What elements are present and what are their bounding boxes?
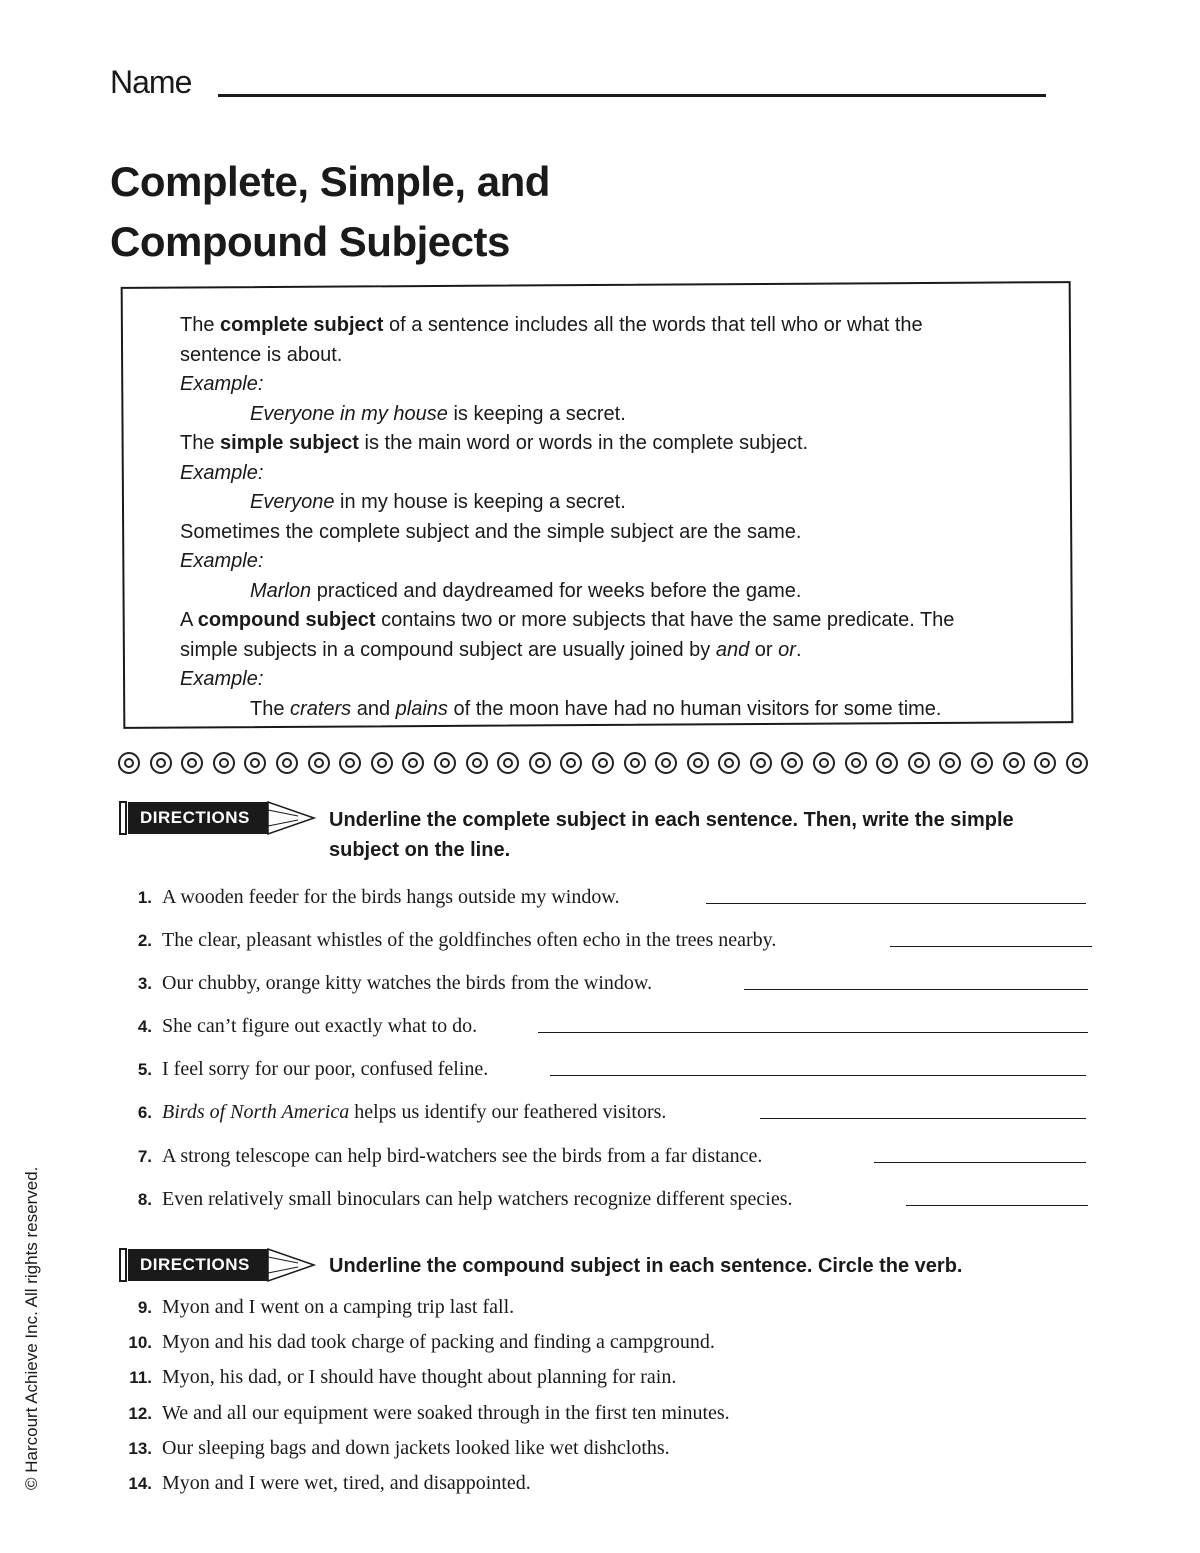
example-label: Example: [180,668,264,690]
title-line-2: Compound Subjects [110,218,510,265]
spiral-icon [308,752,330,774]
spiral-icon [971,752,993,774]
directions-line: Underline the complete subject in each sentence. Then, write the simple [329,809,1014,831]
complete-example: Everyone in my house is keeping a secret. [250,402,626,425]
name-label: Name [110,64,192,100]
spiral-icon [687,752,709,774]
example-label: Example: [180,373,264,395]
spiral-icon [750,752,772,774]
spiral-icon [624,752,646,774]
copyright-notice: © Harcourt Achieve Inc. All rights reserved. [22,1166,41,1490]
list-item: 9. Myon and I went on a camping trip last fall. [137,1296,515,1318]
name-line[interactable] [218,94,1046,97]
spiral-icon [213,752,235,774]
answer-line[interactable] [706,903,1086,904]
spiral-icon [1034,752,1056,774]
spiral-icon [150,752,172,774]
directions-line: subject on the line. [329,839,511,861]
complete-rule-line-1: The complete subject of a sentence includes all the words that tell who or what the [180,314,923,336]
complete-rule-line-2: sentence is about. [180,343,343,366]
simple-rule-line: The simple subject is the main word or words in the complete subject. [180,432,809,454]
directions-text [329,1251,1049,1281]
spiral-icon [718,752,740,774]
list-item: 11. Myon, his dad, or I should have thought about planning for rain. [129,1366,677,1388]
spiral-icon [434,752,456,774]
spiral-icon [781,752,803,774]
spiral-icon [592,752,614,774]
answer-line[interactable] [550,1075,1086,1076]
spiral-icon [371,752,393,774]
spiral-icon [529,752,551,774]
answer-line[interactable] [874,1162,1086,1163]
answer-line[interactable] [744,989,1088,990]
compound-rule-line-2: simple subjects in a compound subject are usually joined by and or or. [180,638,802,661]
simple-example: Everyone in my house is keeping a secret. [250,491,626,513]
directions-tag [118,1245,318,1285]
spiral-icon [466,752,488,774]
spiral-icon [181,752,203,774]
compound-rule-line-1: A compound subject contains two or more subjects that have the same predicate. The [180,609,955,631]
list-item: 6. Birds of North America helps us identify our feathered visitors. [137,1101,667,1123]
list-item: 5. I feel sorry for our poor, confused feline. [137,1058,489,1080]
spiral-icon [939,752,961,774]
spiral-icon [118,752,140,774]
list-item: 7. A strong telescope can help bird-watchers see the birds from a far distance. [137,1145,763,1167]
list-item: 2. The clear, pleasant whistles of the goldfinches often echo in the trees nearby. [137,929,777,951]
list-item: 8. Even relatively small binoculars can help watchers recognize different species. [137,1188,793,1210]
name-row [110,64,1050,104]
spiral-icon [813,752,835,774]
answer-line[interactable] [890,946,1092,947]
directions-line: Underline the compound subject in each sentence. Circle the verb. [329,1255,963,1277]
spiral-icon [655,752,677,774]
spiral-icon [244,752,266,774]
same-example: Marlon practiced and daydreamed for weeks before the game. [250,579,802,602]
answer-line[interactable] [906,1205,1088,1206]
list-item: 12. We and all our equipment were soaked through in the first ten minutes. [128,1402,730,1424]
example-label: Example: [180,461,264,484]
directions-label: DIRECTIONS [140,1255,250,1274]
spiral-icon [876,752,898,774]
spiral-icon [339,752,361,774]
spiral-divider [118,752,1088,780]
directions-tag [118,798,318,838]
answer-line[interactable] [538,1032,1088,1033]
same-rule-line: Sometimes the complete subject and the simple subject are the same. [180,520,802,543]
list-item: 10. Myon and his dad took charge of packing and finding a campground. [128,1331,715,1353]
list-item: 1. A wooden feeder for the birds hangs outside my window. [137,886,620,908]
page-title [110,152,550,272]
spiral-icon [1003,752,1025,774]
list-item: 13. Our sleeping bags and down jackets looked like wet dishcloths. [128,1437,670,1459]
spiral-icon [908,752,930,774]
spiral-icon [402,752,424,774]
spiral-icon [497,752,519,774]
rule-text [180,311,1040,724]
directions-label: DIRECTIONS [140,808,250,827]
spiral-icon [560,752,582,774]
answer-line[interactable] [760,1118,1086,1119]
directions-text [329,805,1049,865]
spiral-icon [845,752,867,774]
list-item: 14. Myon and I were wet, tired, and disappointed. [128,1472,531,1494]
list-item: 3. Our chubby, orange kitty watches the birds from the window. [137,972,653,994]
title-line-1: Complete, Simple, and [110,158,550,205]
compound-example: The craters and plains of the moon have had no human visitors for some time. [250,697,942,720]
example-label: Example: [180,550,264,572]
spiral-icon [1066,752,1088,774]
spiral-icon [276,752,298,774]
list-item: 4. She can’t figure out exactly what to do. [137,1015,478,1037]
